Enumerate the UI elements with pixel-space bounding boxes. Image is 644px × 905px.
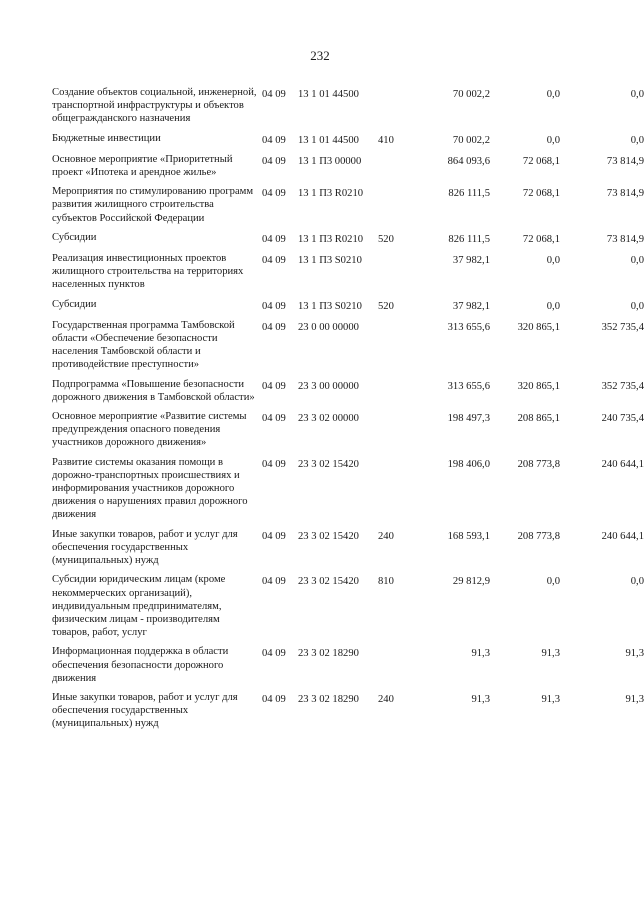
- row-target-code: 23 3 02 15420: [298, 530, 359, 542]
- row-expense-type: 410: [378, 134, 394, 146]
- table-row: [52, 528, 644, 574]
- row-section-code: 04 09: [262, 255, 286, 267]
- row-expense-type: [378, 645, 410, 691]
- table-row: [52, 252, 644, 298]
- row-amount-year-3: 0,0: [630, 300, 644, 312]
- table-row: [52, 132, 644, 153]
- row-name: Бюджетные инвестиции: [52, 132, 161, 144]
- row-target-code: 13 1 01 44500: [298, 89, 359, 100]
- row-name: Иные закупки товаров, работ и услуг для обеспечения государственных (муниципальных) нужд: [52, 691, 238, 730]
- row-amount-year-3: 352 735,4: [601, 380, 644, 392]
- row-amount-year-3: 0,0: [630, 89, 644, 100]
- row-amount-year-2: 320 865,1: [517, 380, 560, 392]
- row-amount-year-3: 73 814,9: [606, 155, 644, 167]
- row-target-code: 23 3 02 18290: [298, 648, 359, 660]
- budget-table-body: [52, 86, 644, 737]
- budget-table: [52, 86, 644, 737]
- row-amount-year-1: 864 093,6: [447, 155, 490, 167]
- row-amount-year-2: 208 773,8: [517, 530, 560, 542]
- row-amount-year-1: 168 593,1: [447, 530, 490, 542]
- row-amount-year-2: 0,0: [546, 300, 560, 312]
- row-name: Мероприятия по стимулированию программ развития жилищного строительства субъектов Российской Федерации: [52, 186, 254, 224]
- row-expense-type: [378, 153, 410, 185]
- row-section-code: 04 09: [262, 300, 286, 312]
- row-amount-year-2: 72 068,1: [522, 155, 560, 167]
- row-amount-year-1: 91,3: [471, 693, 490, 705]
- row-expense-type: [378, 410, 410, 456]
- row-section-code: 04 09: [262, 188, 286, 200]
- row-amount-year-1: 313 655,6: [447, 321, 490, 333]
- row-amount-year-1: 826 111,5: [448, 233, 490, 245]
- row-amount-year-1: 70 002,2: [452, 89, 490, 100]
- row-amount-year-3: 0,0: [630, 134, 644, 146]
- row-target-code: 23 3 02 15420: [298, 458, 359, 470]
- table-row: [52, 185, 644, 231]
- row-section-code: 04 09: [262, 321, 286, 333]
- row-amount-year-2: 0,0: [546, 89, 560, 100]
- table-row: [52, 456, 644, 528]
- row-expense-type: 520: [378, 233, 394, 245]
- row-target-code: 13 1 П3 R0210: [298, 233, 364, 245]
- table-row: [52, 645, 644, 691]
- row-name: Иные закупки товаров, работ и услуг для обеспечения государственных (муниципальных) нужд: [52, 528, 238, 567]
- row-expense-type: [378, 319, 410, 378]
- row-amount-year-3: 91,3: [625, 693, 644, 705]
- table-row: [52, 153, 644, 185]
- row-target-code: 23 3 02 15420: [298, 576, 359, 588]
- row-name: Субсидии: [52, 298, 97, 310]
- row-section-code: 04 09: [262, 648, 286, 660]
- row-amount-year-2: 208 865,1: [517, 413, 560, 425]
- row-expense-type: 520: [378, 300, 394, 312]
- row-name: Информационная поддержка в области обеспечения безопасности дорожного движения: [52, 646, 229, 684]
- row-expense-type: [378, 378, 410, 410]
- row-amount-year-2: 208 773,8: [517, 458, 560, 470]
- row-expense-type: 240: [378, 693, 394, 705]
- row-name: Реализация инвестиционных проектов жилищного строительства на территориях населенных пунктов: [52, 253, 244, 291]
- row-amount-year-1: 198 497,3: [447, 413, 490, 425]
- row-name: Основное мероприятие «Развитие системы предупреждения опасного поведения участников дорожного движения»: [52, 411, 247, 449]
- row-amount-year-1: 313 655,6: [447, 380, 490, 392]
- row-target-code: 23 3 02 00000: [298, 413, 359, 425]
- row-target-code: 13 1 П3 R0210: [298, 188, 364, 200]
- row-section-code: 04 09: [262, 693, 286, 705]
- row-amount-year-2: 72 068,1: [522, 233, 560, 245]
- row-section-code: 04 09: [262, 458, 286, 470]
- row-amount-year-3: 240 644,1: [601, 458, 644, 470]
- row-section-code: 04 09: [262, 89, 286, 100]
- row-name: Государственная программа Тамбовской области «Обеспечение безопасности населения Тамбовской области и противодействие преступности»: [52, 319, 235, 371]
- row-expense-type: [378, 86, 410, 132]
- table-row: [52, 231, 644, 252]
- row-expense-type: [378, 252, 410, 298]
- row-amount-year-3: 73 814,9: [606, 233, 644, 245]
- row-name: Создание объектов социальной, инженерной, транспортной инфраструктуры и объектов общегражданского назначения: [52, 87, 257, 125]
- row-section-code: 04 09: [262, 530, 286, 542]
- row-amount-year-3: 0,0: [630, 576, 644, 588]
- table-row: [52, 691, 644, 737]
- row-target-code: 13 1 П3 S0210: [298, 300, 362, 312]
- table-row: [52, 319, 644, 378]
- table-row: [52, 573, 644, 645]
- row-amount-year-1: 29 812,9: [452, 576, 490, 588]
- row-amount-year-3: 240 644,1: [601, 530, 644, 542]
- row-target-code: 13 1 П3 S0210: [298, 255, 362, 267]
- row-amount-year-2: 0,0: [546, 134, 560, 146]
- row-expense-type: [378, 456, 410, 528]
- table-row: [52, 378, 644, 410]
- row-target-code: 13 1 П3 00000: [298, 155, 362, 167]
- row-amount-year-1: 37 982,1: [452, 300, 490, 312]
- row-amount-year-3: 73 814,9: [606, 188, 644, 200]
- row-amount-year-2: 0,0: [546, 255, 560, 267]
- row-name: Субсидии юридическим лицам (кроме некоммерческих организаций), индивидуальным предпринимателям, физическим лицам - производителям товаров, работ, услуг: [52, 574, 226, 639]
- row-section-code: 04 09: [262, 413, 286, 425]
- row-target-code: 13 1 01 44500: [298, 134, 359, 146]
- row-amount-year-2: 72 068,1: [522, 188, 560, 200]
- table-row: [52, 298, 644, 319]
- row-name: Основное мероприятие «Приоритетный проект «Ипотека и арендное жилье»: [52, 153, 233, 179]
- row-section-code: 04 09: [262, 134, 286, 146]
- row-amount-year-2: 320 865,1: [517, 321, 560, 333]
- row-name: Субсидии: [52, 231, 97, 243]
- page-number: 232: [310, 48, 330, 63]
- row-section-code: 04 09: [262, 155, 286, 167]
- row-amount-year-1: 198 406,0: [447, 458, 490, 470]
- row-name: Развитие системы оказания помощи в дорожно-транспортных происшествиях и информирования участников дорожного движения о нарушениях правил дорожного движения: [52, 456, 248, 521]
- row-amount-year-3: 91,3: [625, 648, 644, 660]
- row-expense-type: [378, 185, 410, 231]
- row-name: Подпрограмма «Повышение безопасности дорожного движения в Тамбовской области»: [52, 378, 255, 403]
- row-expense-type: 810: [378, 576, 394, 588]
- row-section-code: 04 09: [262, 576, 286, 588]
- row-amount-year-3: 352 735,4: [601, 321, 644, 333]
- row-target-code: 23 3 00 00000: [298, 380, 359, 392]
- row-amount-year-3: 0,0: [630, 255, 644, 267]
- row-target-code: 23 3 02 18290: [298, 693, 359, 705]
- row-amount-year-3: 240 735,4: [601, 413, 644, 425]
- row-target-code: 23 0 00 00000: [298, 321, 359, 333]
- row-amount-year-1: 70 002,2: [452, 134, 490, 146]
- row-amount-year-1: 37 982,1: [452, 255, 490, 267]
- row-amount-year-2: 91,3: [541, 648, 560, 660]
- table-row: [52, 86, 644, 132]
- row-amount-year-1: 91,3: [471, 648, 490, 660]
- row-amount-year-2: 91,3: [541, 693, 560, 705]
- row-amount-year-2: 0,0: [546, 576, 560, 588]
- row-section-code: 04 09: [262, 233, 286, 245]
- row-amount-year-1: 826 111,5: [448, 188, 490, 200]
- row-expense-type: 240: [378, 530, 394, 542]
- row-section-code: 04 09: [262, 380, 286, 392]
- table-row: [52, 410, 644, 456]
